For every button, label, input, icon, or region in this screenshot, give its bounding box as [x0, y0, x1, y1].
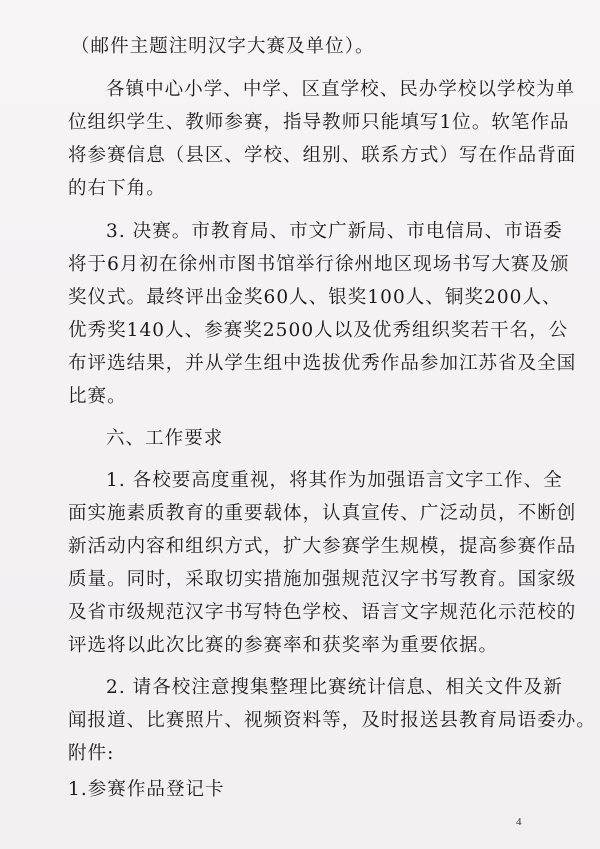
text-line-8: 奖仪式。最终评出金奖60人、银奖100人、铜奖200人、: [68, 287, 562, 308]
text-line-18: 评选将以此次比赛的参赛率和获奖率为重要依据。: [68, 635, 499, 656]
text-line-10: 布评选结果，并从学生组中选拔优秀作品参加江苏省及全国: [68, 353, 577, 374]
section-heading: 六、工作要求: [106, 428, 224, 449]
text-line-11: 比赛。: [68, 386, 127, 407]
page-number: 4: [516, 816, 522, 828]
text-line-20: 闻报道、比赛照片、视频资料等，及时报送县教育局语委办。: [68, 710, 596, 731]
text-line-9: 优秀奖140人、参赛奖2500人以及优秀组织奖若干名，公: [68, 320, 569, 341]
attachment-item-1: 1.参赛作品登记卡: [68, 779, 225, 800]
text-line-13: 1. 各校要高度重视，将其作为加强语言文字工作、全: [106, 470, 563, 491]
text-line-7: 将于6月初在徐州市图书馆举行徐州地区现场书写大赛及颁: [68, 254, 570, 275]
text-line-4: 将参赛信息（县区、学校、组别、联系方式）写在作品背面: [68, 145, 577, 166]
text-line-1: （邮件主题注明汉字大赛及单位）。: [71, 36, 375, 57]
text-line-15: 新活动内容和组织方式，扩大参赛学生规模，提高参赛作品: [68, 536, 577, 557]
text-line-3: 位组织学生、教师参赛，指导教师只能填写1位。软笔作品: [68, 112, 570, 133]
text-line-5: 的右下角。: [68, 178, 166, 199]
text-line-2: 各镇中心小学、中学、区直学校、民办学校以学校为单: [106, 79, 576, 100]
text-line-19: 2. 请各校注意搜集整理比赛统计信息、相关文件及新: [106, 677, 563, 698]
text-line-6: 3. 决赛。市教育局、市文广新局、市电信局、市语委: [106, 221, 563, 242]
text-line-14: 面实施素质教育的重要载体，认真宣传、广泛动员，不断创: [68, 503, 577, 524]
text-line-16: 质量。同时，采取切实措施加强规范汉字书写教育。国家级: [68, 569, 577, 590]
text-line-17: 及省市级规范汉字书写特色学校、语言文字规范化示范校的: [68, 602, 577, 623]
attachment-heading: 附件:: [68, 743, 115, 764]
